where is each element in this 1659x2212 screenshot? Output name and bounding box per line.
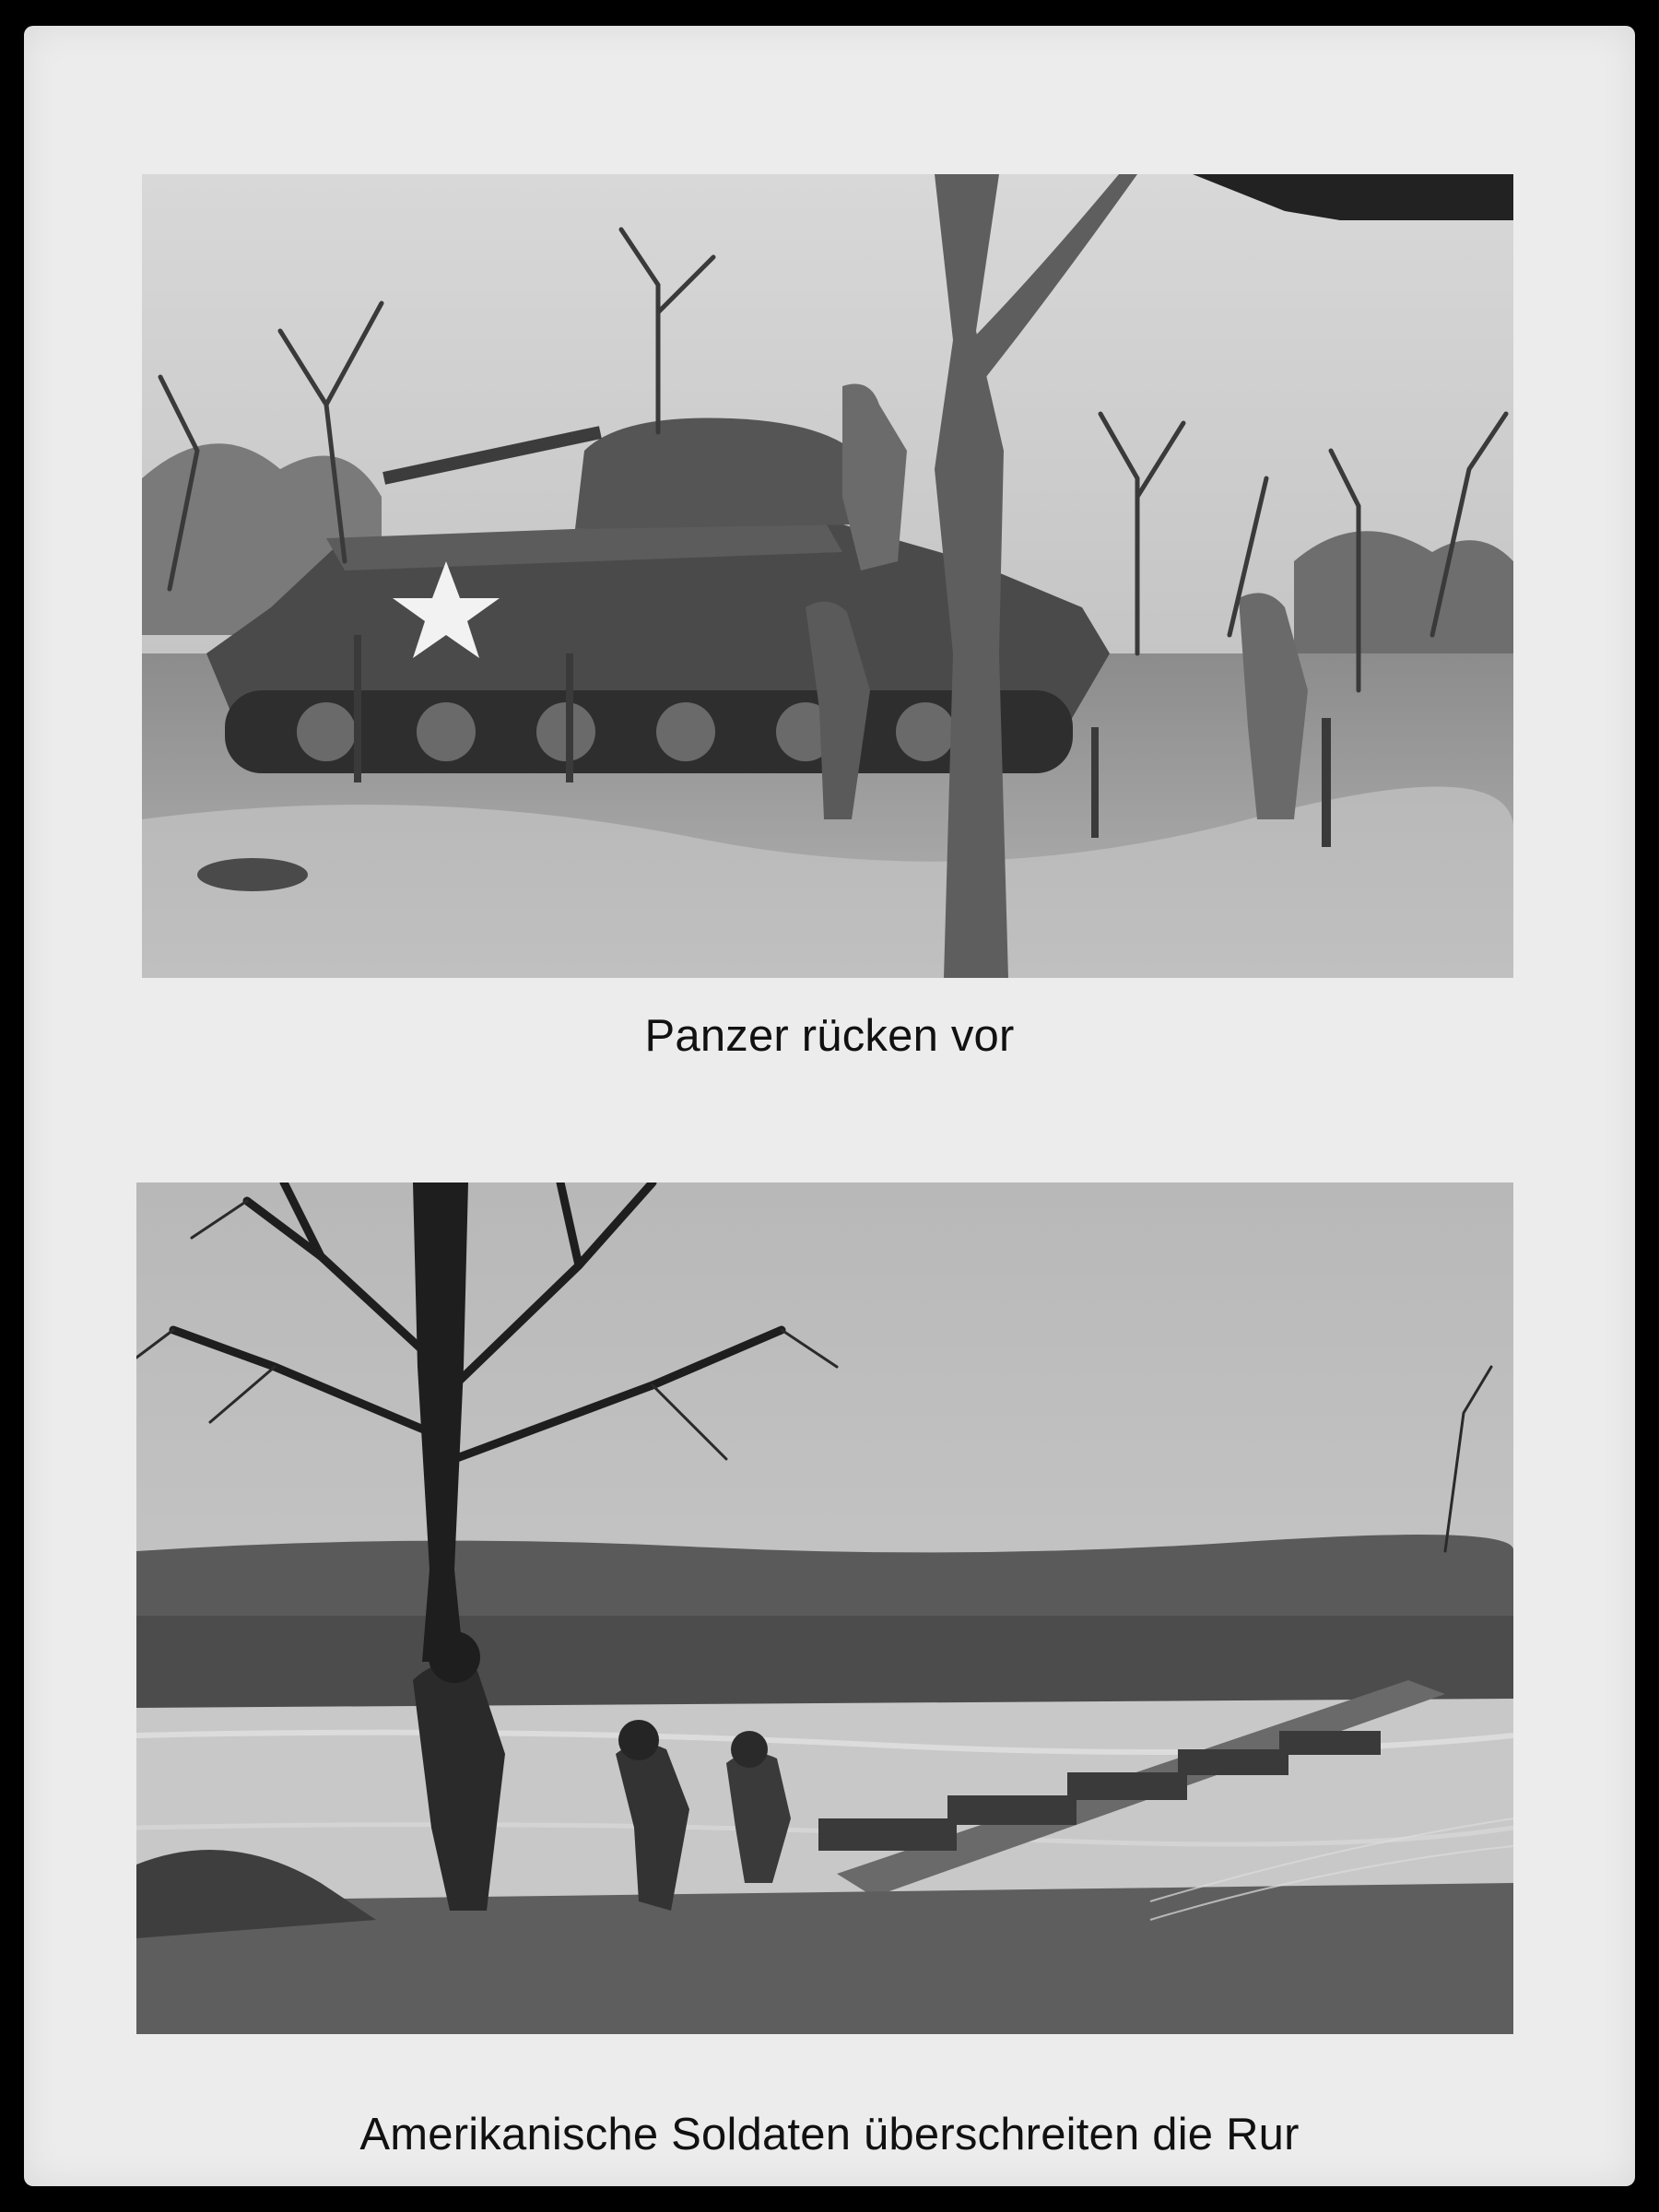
caption-river-crossing: Amerikanische Soldaten überschreiten die Rur — [359, 2110, 1300, 2159]
caption-tank: Panzer rücken vor — [644, 1011, 1015, 1061]
photo-river-crossing — [136, 1182, 1513, 2034]
photo-tank-advancing — [142, 174, 1513, 978]
tank-photo-illustration — [142, 174, 1513, 978]
river-photo-illustration — [136, 1182, 1513, 2034]
